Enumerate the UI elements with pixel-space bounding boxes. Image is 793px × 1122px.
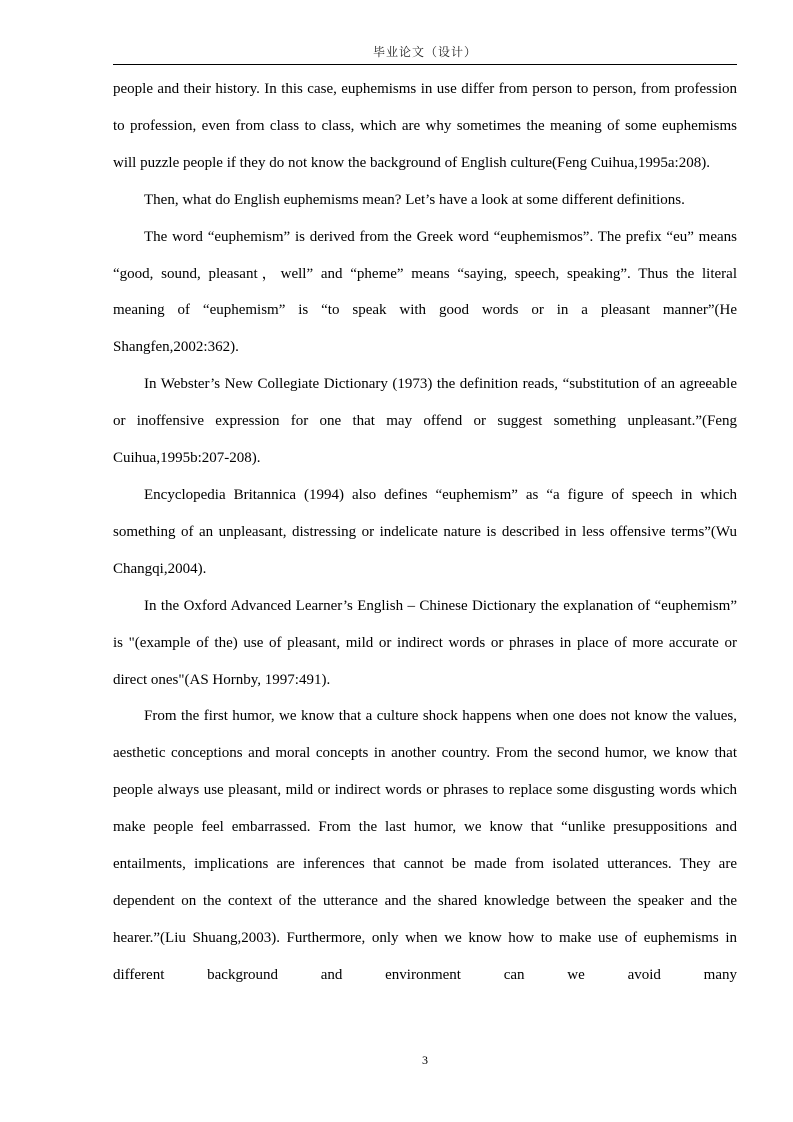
body-text — [113, 71, 737, 994]
page-header: 毕业论文（设计） — [372, 45, 477, 59]
paragraph-websters: In Webster’s New Collegiate Dictionary (1973) the definition reads, “substitution of an agreeable or inoffensive expression for one that may offend or suggest something unpleasant.”(Feng Cuihua,1995b:207-208). — [113, 376, 737, 467]
page-number: 3 — [422, 1053, 428, 1067]
paragraph-oxford: In the Oxford Advanced Learner’s English – Chinese Dictionary the explanation of “euphemism” is "(example of the) use of pleasant, mild or indirect words or phrases in place of more accurate or direct ones"(AS Hornby, 1997:491). — [113, 597, 737, 688]
paragraph-definitions-intro: Then, what do English euphemisms mean? Let’s have a look at some different definitions. — [144, 191, 685, 208]
paragraph-britannica: Encyclopedia Britannica (1994) also defines “euphemism” as “a figure of speech in which something of an unpleasant, distressing or indelicate nature is described in less offensive terms”(Wu Changqi,2004). — [113, 486, 737, 577]
paragraph-continuation: people and their history. In this case, euphemisms in use differ from person to person, from profession to profession, even from class to class, which are why sometimes the meaning of some euphemisms will puzzle people if they do not know the background of English culture(Feng Cuihua,1995a:208). — [113, 81, 737, 171]
paragraph-humor-analysis: From the first humor, we know that a culture shock happens when one does not know the values, aesthetic conceptions and moral concepts in another country. From the second humor, we know that people always use pleasant, mild or indirect words or phrases to replace some disgusting words which make people feel embarrassed. From the last humor, we know that “unlike presuppositions and entailments, implications are inferences that cannot be made from isolated utterances. They are dependent on the context of the utterance and the shared knowledge between the speaker and the hearer.”(Liu Shuang,2003). Furthermore, only when we know how to make use of euphemisms in different background and environment can we avoid many — [113, 708, 737, 983]
header-rule — [113, 64, 737, 65]
paragraph-etymology: The word “euphemism” is derived from the Greek word “euphemismos”. The prefix “eu” means “good, sound, pleasant，well” and “pheme” means “saying, speech, speaking”. Thus the literal meaning of “euphemism” is “to speak with good words or in a pleasant manner”(He Shangfen,2002:362). — [113, 228, 737, 356]
